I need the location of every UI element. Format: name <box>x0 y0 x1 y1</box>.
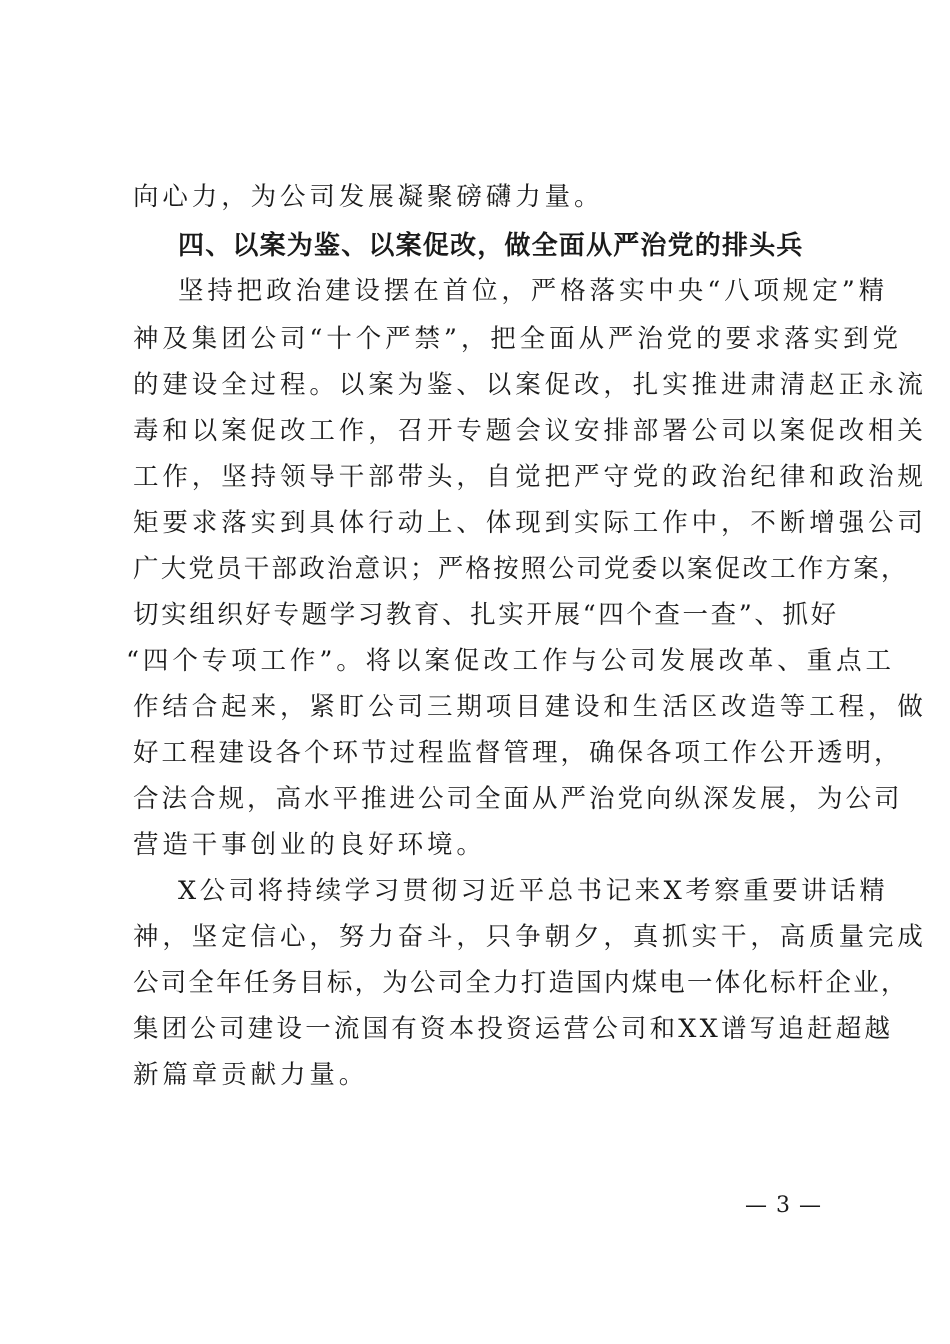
paragraph-line: 营造干事创业的良好环境。 <box>133 830 486 860</box>
paragraph-line: 工作，坚持领导干部带头，自觉把严守党的政治纪律和政治规 <box>133 462 927 492</box>
paragraph-line: 新篇章贡献力量。 <box>133 1060 369 1090</box>
paragraph-line: X公司将持续学习贯彻习近平总书记来X考察重要讲话精 <box>178 876 889 906</box>
paragraph-line: 神，坚定信心，努力奋斗，只争朝夕，真抓实干，高质量完成 <box>133 922 927 952</box>
paragraph-line: 好工程建设各个环节过程监督管理，确保各项工作公开透明， <box>133 738 903 768</box>
paragraph-line: 广大党员干部政治意识；严格按照公司党委以案促改工作方案， <box>133 554 909 584</box>
paragraph-line: 切实组织好专题学习教育、扎实开展“四个查一查”、抓好 <box>133 600 839 630</box>
paragraph-line: 向心力，为公司发展凝聚磅礴力量。 <box>133 182 604 212</box>
paragraph-line: 的建设全过程。以案为鉴、以案促改，扎实推进肃清赵正永流 <box>133 370 927 400</box>
paragraph-line: 坚持把政治建设摆在首位，严格落实中央“八项规定”精 <box>178 276 889 306</box>
paragraph-line: 毒和以案促改工作，召开专题会议安排部署公司以案促改相关 <box>133 416 927 446</box>
paragraph-line: “四个专项工作”。将以案促改工作与公司发展改革、重点工 <box>126 646 895 676</box>
page-number: — 3 — <box>745 1193 822 1218</box>
paragraph-line: 公司全年任务目标，为公司全力打造国内煤电一体化标杆企业， <box>133 968 909 998</box>
paragraph-line: 作结合起来，紧盯公司三期项目建设和生活区改造等工程，做 <box>133 692 927 722</box>
section-heading: 四、以案为鉴、以案促改，做全面从严治党的排头兵 <box>178 231 804 261</box>
paragraph-line: 集团公司建设一流国有资本投资运营公司和XX谱写追赶超越 <box>133 1014 894 1044</box>
paragraph-line: 合法合规，高水平推进公司全面从严治党向纵深发展，为公司 <box>133 784 903 814</box>
paragraph-line: 矩要求落实到具体行动上、体现到实际工作中，不断增强公司 <box>133 508 927 538</box>
paragraph-line: 神及集团公司“十个严禁”，把全面从严治党的要求落实到党 <box>133 324 902 354</box>
